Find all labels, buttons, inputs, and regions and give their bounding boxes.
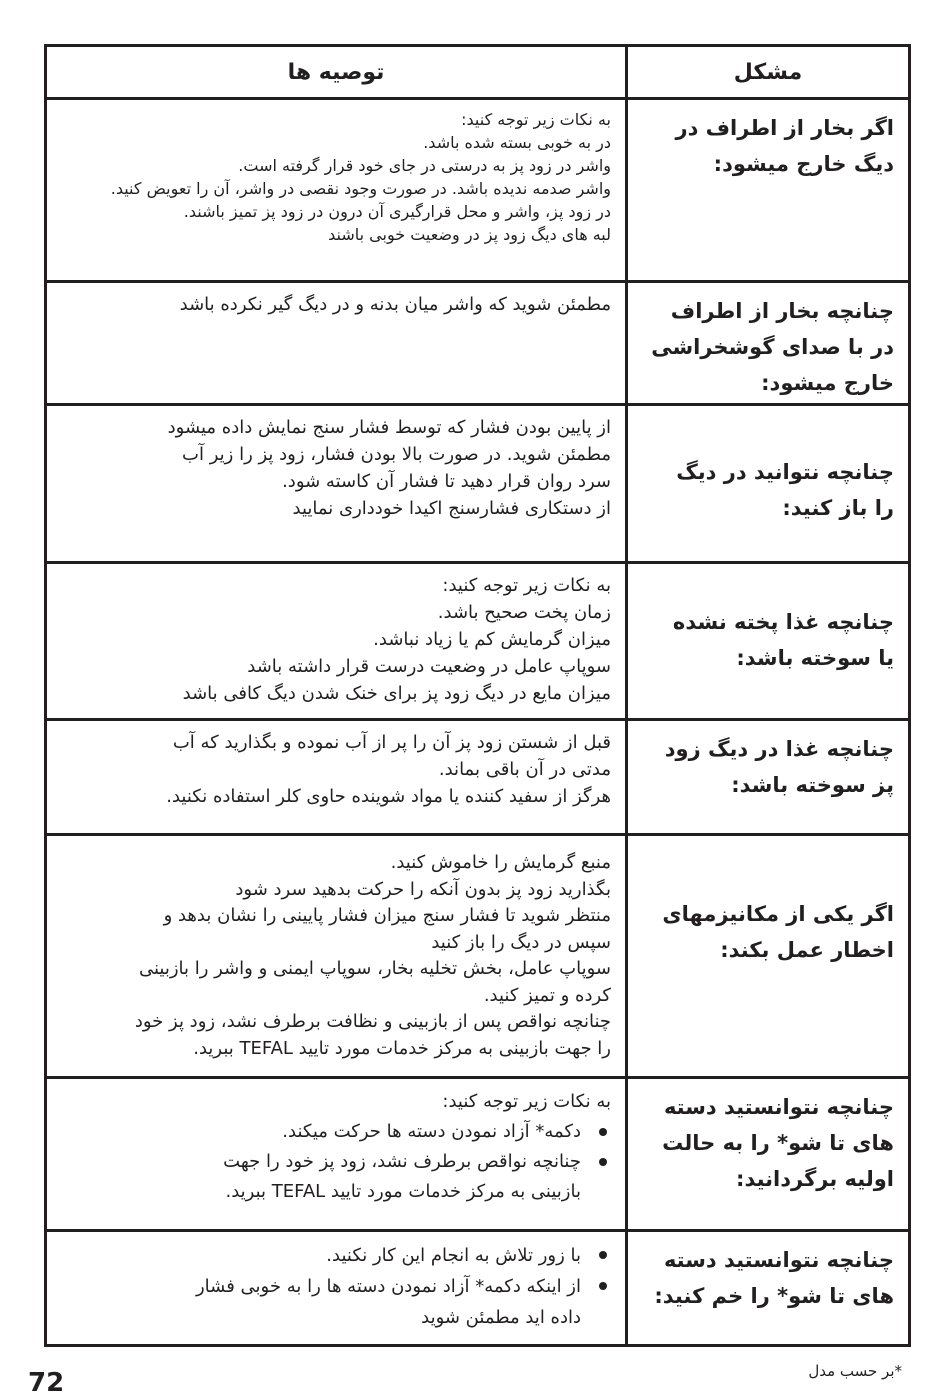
footnote: *بر حسب مدل (808, 1362, 902, 1380)
advice-cell: از پایین بودن فشار که توسط فشار سنج نمایش داده میشود مطمئن شوید. در صورت بالا بودن فشار، زود پز را زیر آب سرد روان قرار دهید تا فشار آن کاسته شود. از دستکاری فشارسنج اکیدا خودداری نمایید (46, 405, 627, 563)
problem-cell: چنانچه غذا در دیگ زود پز سوخته باشد: (627, 720, 910, 835)
page-number: 72 (28, 1368, 65, 1398)
header-problem: مشکل (627, 46, 910, 99)
problem-cell: چنانچه نتوانستید دسته های تا شو* را خم کنید: (627, 1231, 910, 1346)
problem-cell: چنانچه نتوانید در دیگ را باز کنید: (627, 405, 910, 563)
advice-cell: با زور تلاش به انجام این کار نکنید. از اینکه دکمه* آزاد نمودن دسته ها را به خوبی فشار داده اید مطمئن شوید (46, 1231, 627, 1346)
problem-cell: چنانچه نتوانستید دسته های تا شو* را به حالت اولیه برگردانید: (627, 1078, 910, 1231)
table-row (46, 405, 910, 563)
troubleshooting-table (44, 44, 911, 1347)
table-row (46, 99, 910, 282)
advice-cell: به نکات زیر توجه کنید: زمان پخت صحیح باشد. میزان گرمایش کم یا زیاد نباشد. سوپاپ عامل در وضعیت درست قرار داشته باشد میزان مایع در دیگ زود پز برای خنک شدن دیگ کافی باشد (46, 563, 627, 720)
table-row (46, 720, 910, 835)
advice-cell: به نکات زیر توجه کنید: در به خوبی بسته شده باشد. واشر در زود پز به درستی در جای خود قرار گرفته است. واشر صدمه ندیده باشد. در صورت وجود نقصی در واشر، آن را تعویض کنید. در زود پز، واشر و محل قرارگیری آن درون در زود پز تمیز باشند. لبه های دیگ زود پز در وضعیت خوبی باشند (46, 99, 627, 282)
problem-cell: چنانچه غذا پخته نشده یا سوخته باشد: (627, 563, 910, 720)
list-item: با زور تلاش به انجام این کار نکنید. (59, 1240, 611, 1271)
advice-cell: قبل از شستن زود پز آن را پر از آب نموده و بگذارید که آب مدتی در آن باقی بماند. هرگز از سفید کننده یا مواد شوینده حاوی کلر استفاده نکنید. (46, 720, 627, 835)
list-item: چنانچه نواقص برطرف نشد، زود پز خود را جهت (59, 1147, 611, 1177)
table-row (46, 282, 910, 405)
table-row (46, 563, 910, 720)
advice-cell: مطمئن شوید که واشر میان بدنه و در دیگ گیر نکرده باشد (46, 282, 627, 405)
problem-cell: چنانچه بخار از اطراف در با صدای گوشخراشی خارج میشود: (627, 282, 910, 405)
problem-cell: اگر بخار از اطراف در دیگ خارج میشود: (627, 99, 910, 282)
list-item: دکمه* آزاد نمودن دسته ها حرکت میکند. (59, 1117, 611, 1147)
table-header-row (46, 46, 910, 99)
table-row (46, 1078, 910, 1231)
list-item: از اینکه دکمه* آزاد نمودن دسته ها را به خوبی فشار (59, 1271, 611, 1302)
table-row (46, 1231, 910, 1346)
table-row (46, 835, 910, 1078)
header-advice: توصیه ها (46, 46, 627, 99)
advice-cell: به نکات زیر توجه کنید: دکمه* آزاد نمودن دسته ها حرکت میکند. چنانچه نواقص برطرف نشد، زود پز خود را جهت بازبینی به مرکز خدمات مورد تایید TEFAL ببرید. (46, 1078, 627, 1231)
advice-cell: منبع گرمایش را خاموش کنید. بگذارید زود پز بدون آنکه را حرکت بدهید سرد شود منتظر شوید تا فشار سنج میزان فشار پایینی را نشان بدهد و سپس در دیگ را باز کنید سوپاپ عامل، بخش تخلیه بخار، سوپاپ ایمنی و واشر را بازبینی کرده و تمیز کنید. چنانچه نواقص پس از بازبینی و نظافت برطرف نشد، زود پز خود را جهت بازبینی به مرکز خدمات مورد تایید TEFAL ببرید. (46, 835, 627, 1078)
problem-cell: اگر یکی از مکانیزمهای اخطار عمل بکند: (627, 835, 910, 1078)
